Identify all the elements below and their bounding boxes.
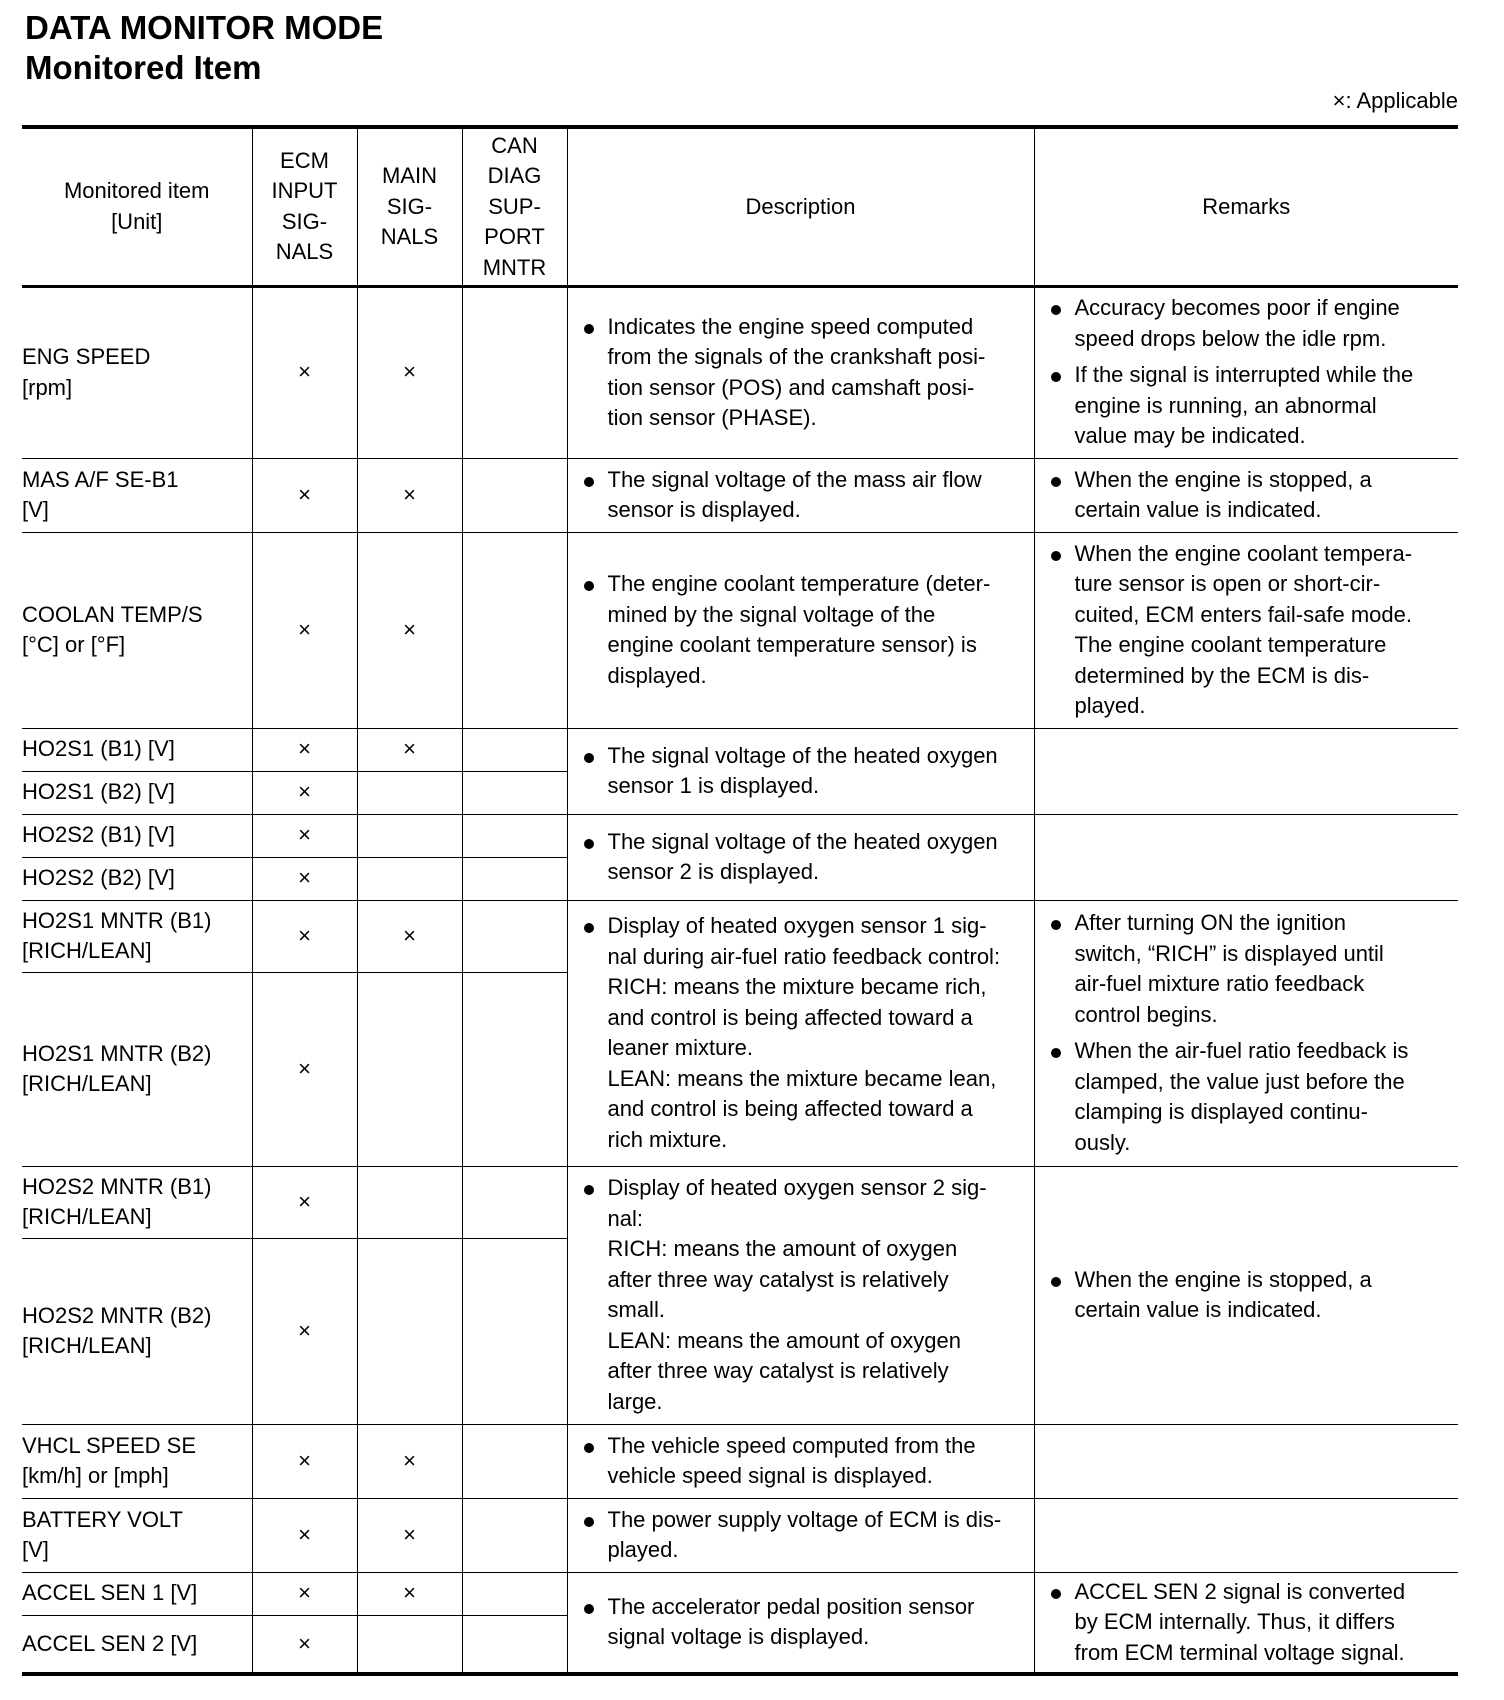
mark-main [357,972,462,1166]
mark-ecm: × [252,458,357,532]
table-row [22,728,1458,771]
table-row [22,1424,1458,1498]
legend-applicable: ×: Applicable [1332,88,1458,113]
mark-can [462,286,567,458]
desc-ho2s1-mntr: Display of heated oxygen sensor 1 sig- nal during air-fuel ratio feedback control: RICH: means the mixture became rich, and control is being affected toward a leaner mixture. LEAN: means the mixture became lean, and control is being affected toward a rich mixture. [567,900,1034,1166]
remarks-battery-volt [1034,1498,1458,1572]
mark-main: × [357,900,462,972]
mark-main [357,1615,462,1674]
mark-main [357,814,462,857]
mark-main [357,857,462,900]
mark-can [462,1572,567,1615]
item-eng-speed: ENG SPEED [rpm] [22,286,252,458]
header-description: Description [567,127,1034,286]
item-ho2s2-b2: HO2S2 (B2) [V] [22,857,252,900]
desc-battery-volt: The power supply voltage of ECM is dis- played. [567,1498,1034,1572]
mark-can [462,900,567,972]
mark-ecm: × [252,1498,357,1572]
mark-can [462,532,567,728]
mark-main [357,1238,462,1424]
mark-main: × [357,1424,462,1498]
desc-coolan-temp: The engine coolant temperature (deter- mined by the signal voltage of the engine coolant temperature sensor) is displayed. [567,532,1034,728]
table-row [22,814,1458,857]
desc-accel-sen: The accelerator pedal position sensor signal voltage is displayed. [567,1572,1034,1674]
remarks-mas-af: When the engine is stopped, a certain value is indicated. [1034,458,1458,532]
mark-ecm: × [252,286,357,458]
mark-can [462,857,567,900]
mark-ecm: × [252,728,357,771]
item-battery-volt: BATTERY VOLT [V] [22,1498,252,1572]
mark-ecm: × [252,771,357,814]
mark-main [357,1166,462,1238]
mark-can [462,1166,567,1238]
mark-can [462,972,567,1166]
item-ho2s2-b1: HO2S2 (B1) [V] [22,814,252,857]
mark-can [462,1238,567,1424]
desc-ho2s2: The signal voltage of the heated oxygen sensor 2 is displayed. [567,814,1034,900]
desc-mas-af: The signal voltage of the mass air flow sensor is displayed. [567,458,1034,532]
header-main-signals: MAIN SIG- NALS [357,127,462,286]
remarks-coolan-temp: When the engine coolant tempera- ture sensor is open or short-cir- cuited, ECM enters fail-safe mode. The engine coolant temperature determined by the ECM is dis- played. [1034,532,1458,728]
item-vhcl-speed: VHCL SPEED SE [km/h] or [mph] [22,1424,252,1498]
remarks-ho2s1-mntr: After turning ON the ignition switch, “RICH” is displayed until air-fuel mixture ratio feedback control begins. When the air-fuel ratio feedback is clamped, the value just before the clamping is displayed continu- ously. [1034,900,1458,1166]
item-ho2s1-mntr-b2: HO2S1 MNTR (B2) [RICH/LEAN] [22,972,252,1166]
mark-can [462,728,567,771]
remarks-ho2s1 [1034,728,1458,814]
table-row [22,286,1458,458]
table-row [22,900,1458,972]
item-ho2s1-b1: HO2S1 (B1) [V] [22,728,252,771]
mark-ecm: × [252,814,357,857]
page-subtitle: Monitored Item [25,49,262,86]
mark-can [462,458,567,532]
mark-can [462,1498,567,1572]
header-can-diag: CAN DIAG SUP- PORT MNTR [462,127,567,286]
mark-main: × [357,458,462,532]
mark-main: × [357,286,462,458]
mark-ecm: × [252,1615,357,1674]
table-row [22,1498,1458,1572]
table-row [22,458,1458,532]
mark-ecm: × [252,857,357,900]
desc-ho2s1: The signal voltage of the heated oxygen sensor 1 is displayed. [567,728,1034,814]
mark-main: × [357,532,462,728]
mark-can [462,771,567,814]
remarks-ho2s2-mntr: When the engine is stopped, a certain value is indicated. [1034,1166,1458,1424]
item-accel-sen-2: ACCEL SEN 2 [V] [22,1615,252,1674]
mark-main: × [357,1498,462,1572]
item-ho2s1-mntr-b1: HO2S1 MNTR (B1) [RICH/LEAN] [22,900,252,972]
page-title: DATA MONITOR MODE [25,9,384,46]
remarks-ho2s2 [1034,814,1458,900]
item-ho2s2-mntr-b1: HO2S2 MNTR (B1) [RICH/LEAN] [22,1166,252,1238]
monitored-item-table [22,125,1458,1676]
desc-ho2s2-mntr: Display of heated oxygen sensor 2 sig- nal: RICH: means the amount of oxygen after three way catalyst is relatively small. LEAN: means the amount of oxygen after three way catalyst is relatively large. [567,1166,1034,1424]
mark-ecm: × [252,1424,357,1498]
table-row [22,1166,1458,1238]
mark-can [462,814,567,857]
remarks-eng-speed: Accuracy becomes poor if engine speed drops below the idle rpm. If the signal is interrupted while the engine is running, an abnormal value may be indicated. [1034,286,1458,458]
mark-main [357,771,462,814]
table-row [22,532,1458,728]
remarks-vhcl-speed [1034,1424,1458,1498]
item-mas-af: MAS A/F SE-B1 [V] [22,458,252,532]
item-ho2s1-b2: HO2S1 (B2) [V] [22,771,252,814]
mark-ecm: × [252,1166,357,1238]
header-monitored-item: Monitored item [Unit] [22,127,252,286]
desc-vhcl-speed: The vehicle speed computed from the vehicle speed signal is displayed. [567,1424,1034,1498]
mark-ecm: × [252,532,357,728]
table-row [22,1572,1458,1615]
header-remarks: Remarks [1034,127,1458,286]
mark-main: × [357,1572,462,1615]
mark-can [462,1424,567,1498]
item-accel-sen-1: ACCEL SEN 1 [V] [22,1572,252,1615]
page [22,8,1458,1665]
mark-ecm: × [252,900,357,972]
mark-ecm: × [252,972,357,1166]
table-header-row [22,127,1458,286]
mark-ecm: × [252,1238,357,1424]
mark-can [462,1615,567,1674]
mark-ecm: × [252,1572,357,1615]
mark-main: × [357,728,462,771]
remarks-accel-sen: ACCEL SEN 2 signal is converted by ECM internally. Thus, it differs from ECM terminal voltage signal. [1034,1572,1458,1674]
header-ecm-input-signals: ECM INPUT SIG- NALS [252,127,357,286]
item-coolan-temp: COOLAN TEMP/S [°C] or [°F] [22,532,252,728]
desc-eng-speed: Indicates the engine speed computed from the signals of the crankshaft posi- tion sensor (POS) and camshaft posi- tion sensor (PHASE). [567,286,1034,458]
item-ho2s2-mntr-b2: HO2S2 MNTR (B2) [RICH/LEAN] [22,1238,252,1424]
